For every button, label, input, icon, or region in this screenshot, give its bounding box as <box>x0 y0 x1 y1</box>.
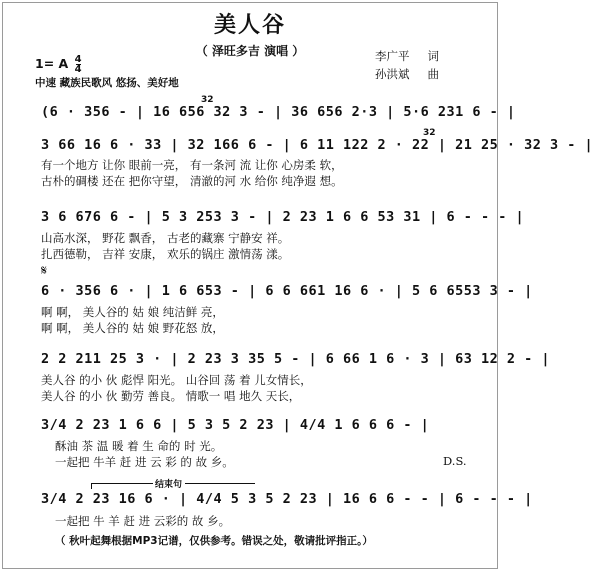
composer-name: 孙洪斌 <box>375 67 410 81</box>
grace-note-2: 32 <box>423 128 436 138</box>
key-signature <box>35 55 82 74</box>
notes-line-3: 3 6 676 6 - | 5 3 253 3 - | 2 23 1 6 6 53 31 | 6 - - - | <box>41 209 525 225</box>
transcription-footnote: （ 秋叶起舞根据MP3记谱，仅供参考。错误之处，敬请批评指正。） <box>55 535 373 547</box>
notes-line-6: 3/4 2 23 1 6 6 | 5 3 5 2 23 | 4/4 1 6 6 6 - | <box>41 417 430 433</box>
notes-line-1: (6 · 356 - | 16 656 32 3 - | 36 656 2·3 | 5·6 231 6 - | <box>41 104 516 120</box>
lyricist-name: 李广平 <box>375 49 410 63</box>
time-sig-top: 4 <box>74 54 82 65</box>
lyricist-credit <box>375 48 439 64</box>
lyric-line-6-verse-1: 酥油 茶 温 暖 着 生 命的 时 光。 <box>55 439 223 453</box>
notes-line-2: 3 66 16 6 · 33 | 32 166 6 - | 6 11 122 2 · 22 | 21 25 · 32 3 - | <box>41 137 593 153</box>
lyric-line-3-verse-1: 山高水深， 野花 飘香， 古老的藏寨 宁静安 祥。 <box>41 231 290 245</box>
lyric-line-5-verse-2: 美人谷 的小 伙 勤劳 善良。 情歌一 唱 地久 天长， <box>41 389 301 403</box>
composer-credit <box>375 66 439 82</box>
lyric-line-2-verse-2: 古朴的碉楼 还在 把你守望， 清澈的河 水 给你 纯净遐 想。 <box>41 174 343 188</box>
ending-label: 结束句 <box>155 480 183 490</box>
score-sheet <box>2 2 593 569</box>
lyricist-role: 词 <box>427 49 439 63</box>
time-signature <box>75 55 82 74</box>
lyric-line-5-verse-1: 美人谷 的小 伙 彪悍 阳光。 山谷回 荡 着 儿女情长， <box>41 373 312 387</box>
lyric-line-2-verse-1: 有一个地方 让你 眼前一亮， 有一条河 流 让你 心房柔 软， <box>41 158 343 172</box>
lyric-line-6-verse-2: 一起把 牛羊 赶 进 云 彩 的 故 乡。 <box>55 455 234 469</box>
notes-line-7: 3/4 2 23 16 6 · | 4/4 5 3 5 2 23 | 16 6 6 - - | 6 - - - | <box>41 491 533 507</box>
time-sig-bottom: 4 <box>74 64 82 75</box>
notes-line-4: 6 · 356 6 · | 1 6 653 - | 6 6 661 16 6 · | 5 6 6553 3 - | <box>41 283 533 299</box>
song-title: 美人谷 <box>213 12 286 38</box>
lyric-line-3-verse-2: 扎西德勒， 吉祥 安康， 欢乐的锅庄 激情荡 漾。 <box>41 247 290 261</box>
lyric-line-4-verse-2: 啊 啊， 美人谷的 姑 娘 野花怒 放， <box>41 321 224 335</box>
lyric-line-7: 一起把 牛 羊 赶 进 云彩的 故 乡。 <box>55 514 231 528</box>
grace-note-1: 32 <box>201 95 214 105</box>
composer-role: 曲 <box>427 67 439 81</box>
segno-sign: 𝄋 <box>41 263 48 279</box>
performer-subtitle: （ 泽旺多吉 演唱 ） <box>195 44 305 58</box>
ending-bracket-left <box>91 483 153 484</box>
notes-line-5: 2 2 211 25 3 · | 2 23 3 35 5 - | 6 66 1 6 · 3 | 63 12 2 - | <box>41 351 551 367</box>
key-label: 1= A <box>35 56 69 71</box>
tempo-marking: 中速 藏族民歌风 悠扬、美好地 <box>35 77 179 89</box>
ds-marking: D.S. <box>443 454 467 468</box>
ending-bracket-right <box>185 483 255 484</box>
ending-bracket-tick <box>91 483 92 489</box>
lyric-line-4-verse-1: 啊 啊， 美人谷的 姑 娘 纯洁鲜 亮， <box>41 305 224 319</box>
